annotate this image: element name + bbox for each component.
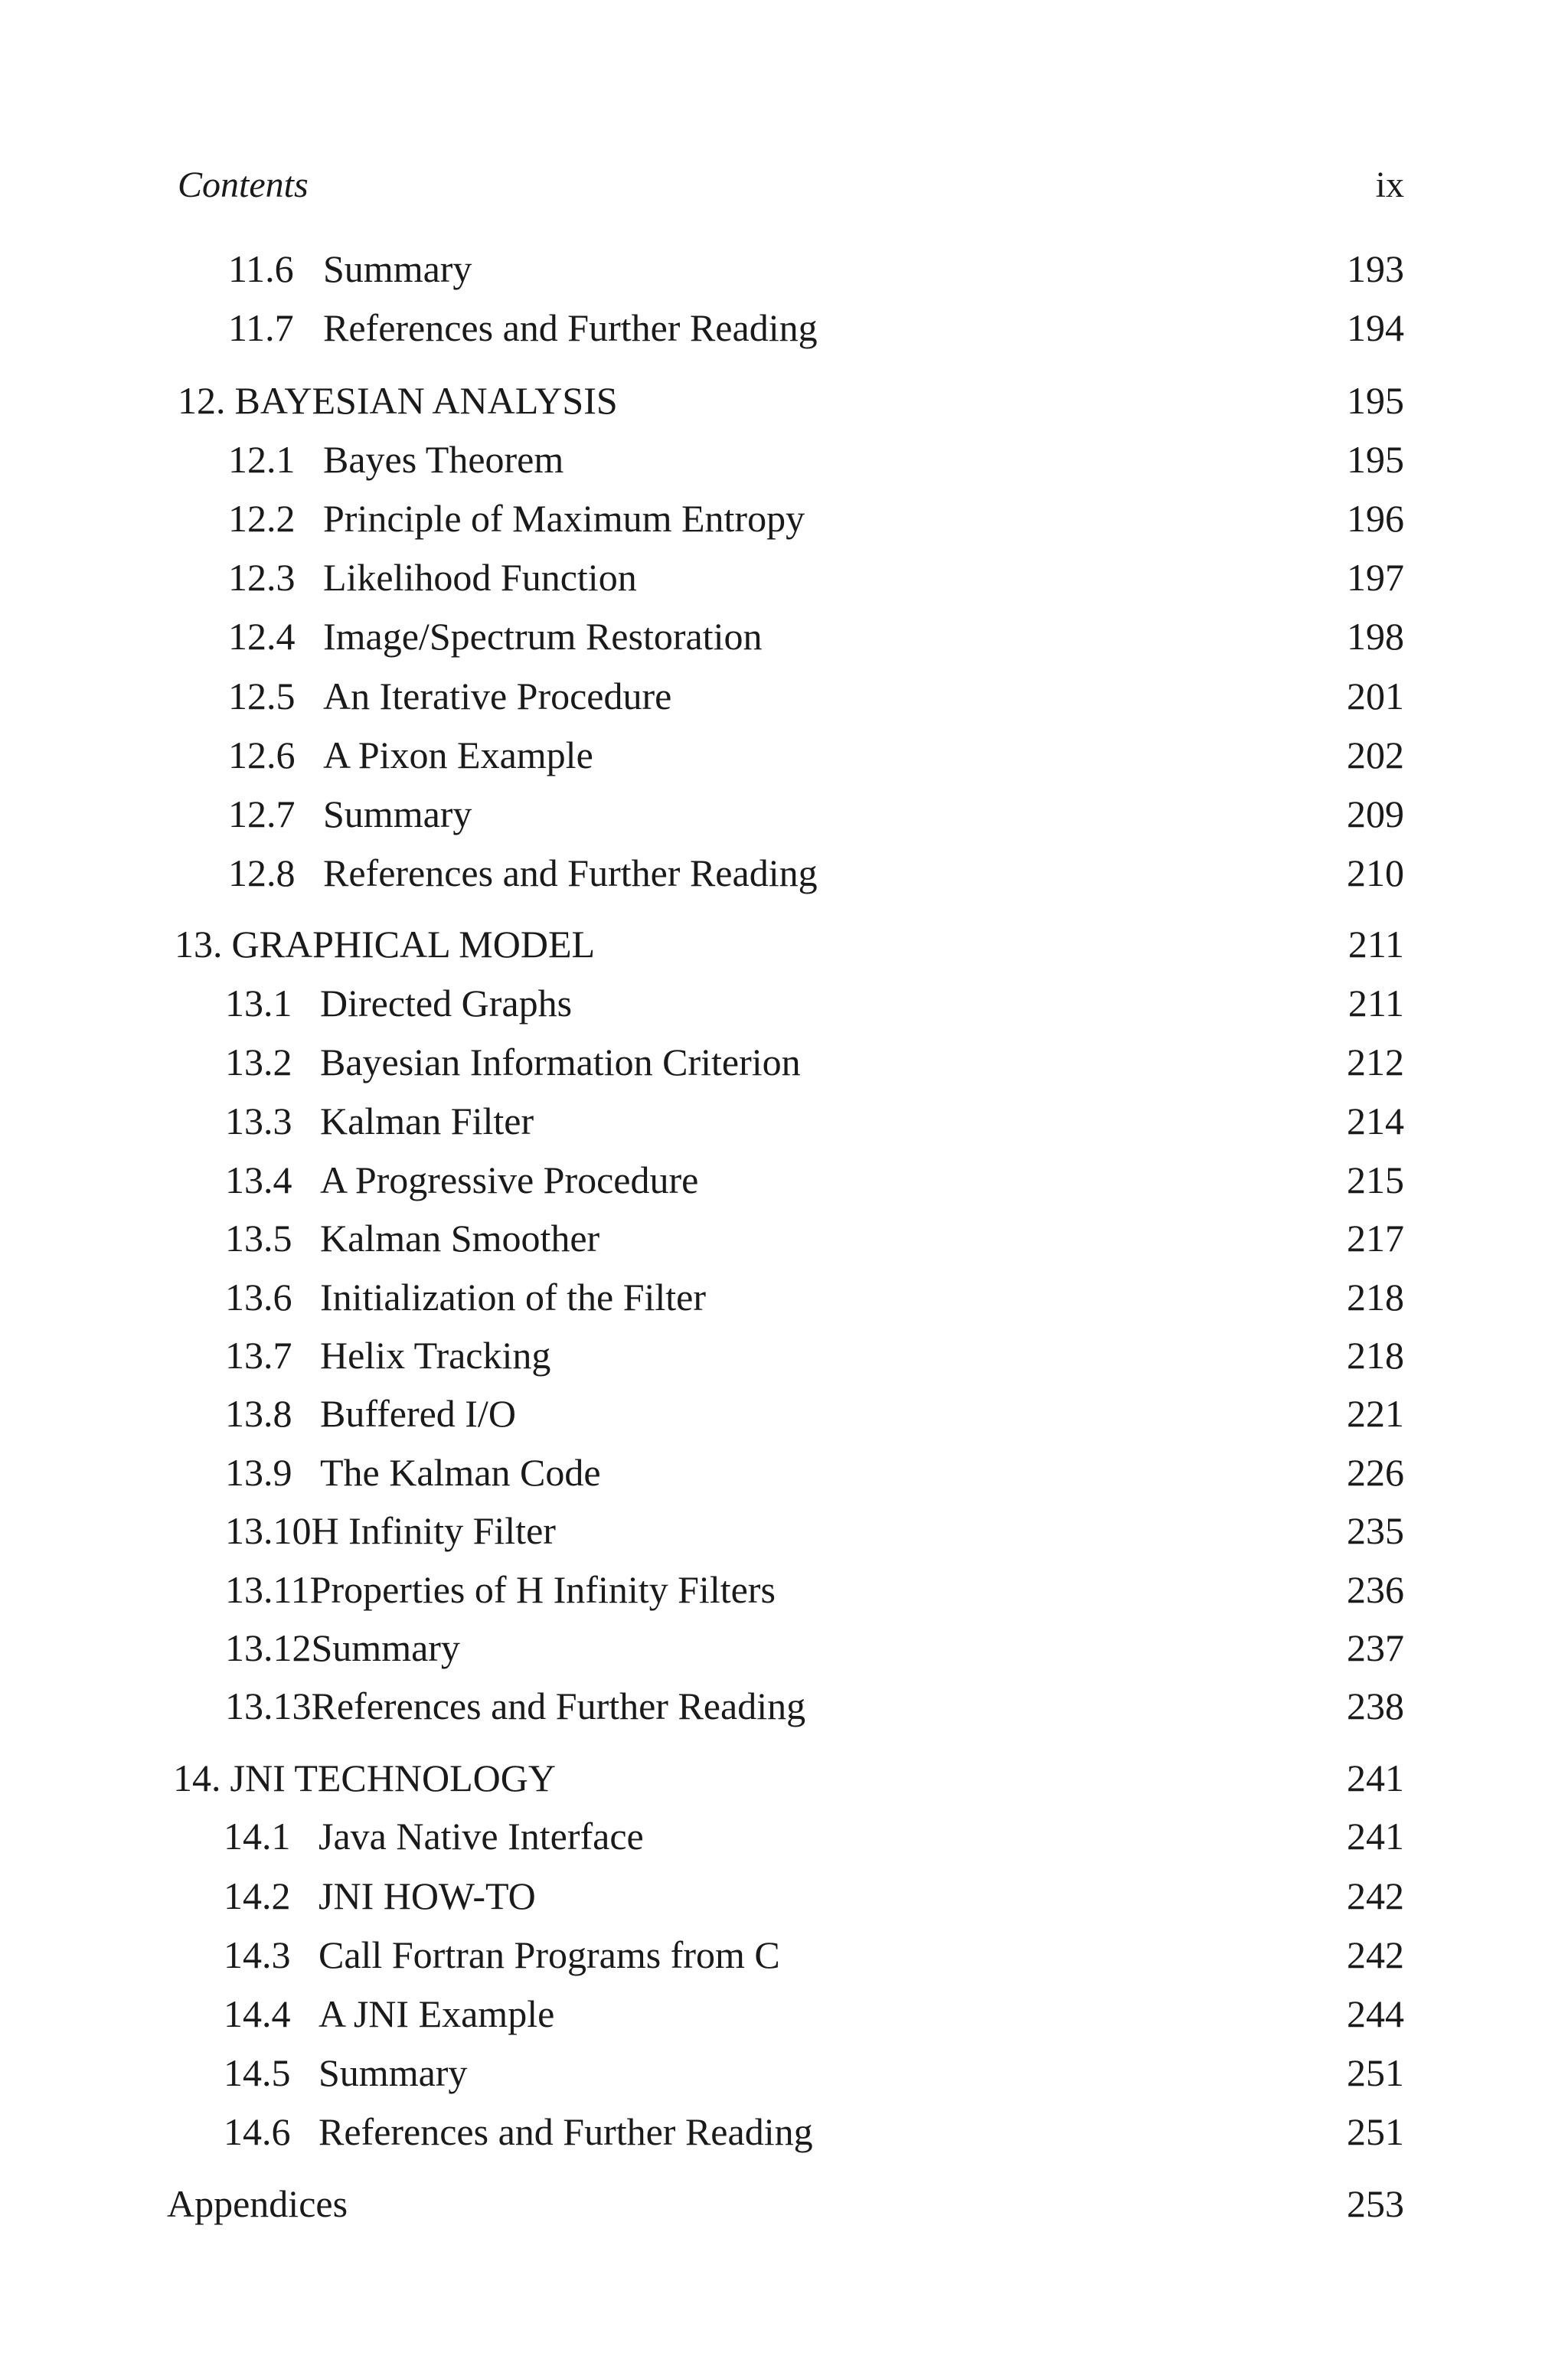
toc-entry-title: Directed Graphs xyxy=(320,982,573,1024)
toc-section-entry xyxy=(228,730,1404,780)
toc-entry-title: BAYESIAN ANALYSIS xyxy=(234,379,618,422)
toc-entry-title: GRAPHICAL MODEL xyxy=(231,923,596,966)
toc-entry-title: A JNI Example xyxy=(318,1992,555,2035)
toc-entry-page: 196 xyxy=(1347,497,1404,540)
toc-entry-number: 12.1 xyxy=(228,438,296,481)
toc-section-entry xyxy=(225,978,1404,1028)
toc-entry-page: 221 xyxy=(1347,1392,1404,1435)
toc-entry-title: References and Further Reading xyxy=(323,851,818,894)
toc-entry-page: 201 xyxy=(1347,675,1404,717)
toc-section-entry xyxy=(228,552,1404,603)
toc-section-entry xyxy=(225,1272,1404,1322)
toc-entry-page: 195 xyxy=(1347,379,1404,422)
toc-entry-title: JNI HOW-TO xyxy=(318,1874,536,1917)
toc-entry-page: 194 xyxy=(1347,306,1404,349)
toc-section-entry xyxy=(228,302,1404,353)
toc-entry-page: 202 xyxy=(1347,734,1404,776)
toc-entry-title: Java Native Interface xyxy=(318,1815,644,1858)
toc-entry-title: References and Further Reading xyxy=(323,306,818,349)
toc-entry-number: 13.5 xyxy=(225,1217,292,1260)
toc-entry-number: 13.10 xyxy=(225,1509,312,1552)
toc-entry-number: 14.6 xyxy=(224,2110,291,2153)
toc-entry-number: 13.3 xyxy=(225,1100,292,1142)
toc-entry-number: 14.5 xyxy=(224,2051,291,2094)
toc-entry-title: Initialization of the Filter xyxy=(320,1276,707,1319)
toc-section-entry xyxy=(225,1681,1404,1731)
toc-section-entry xyxy=(228,848,1404,898)
toc-entry-page: 241 xyxy=(1347,1815,1404,1858)
toc-entry-number: 12.2 xyxy=(228,497,296,540)
toc-entry-title: Call Fortran Programs from C xyxy=(318,1933,780,1976)
toc-entry-number: 13.8 xyxy=(225,1392,292,1435)
running-title: Contents xyxy=(178,165,309,205)
toc-entry-page: 237 xyxy=(1347,1626,1404,1669)
toc-section-entry xyxy=(224,1930,1404,1980)
toc-entry-title: Image/Spectrum Restoration xyxy=(323,615,763,658)
toc-entry-number: 14.3 xyxy=(224,1933,291,1976)
toc-entry-page: 217 xyxy=(1347,1217,1404,1260)
toc-section-entry xyxy=(225,1505,1404,1556)
toc-entry-number: 14. xyxy=(173,1756,221,1799)
toc-entry-page: 218 xyxy=(1347,1334,1404,1377)
toc-section-entry xyxy=(224,1811,1404,1861)
toc-entry-page: 251 xyxy=(1347,2110,1404,2153)
toc-section-entry xyxy=(224,2047,1404,2098)
toc-entry-page: 197 xyxy=(1347,556,1404,599)
toc-entry-page: 253 xyxy=(1347,2182,1404,2225)
toc-entry-page: 242 xyxy=(1347,1874,1404,1917)
toc-entry-page: 214 xyxy=(1347,1100,1404,1142)
toc-appendix-entry xyxy=(167,2178,1404,2229)
toc-entry-page: 198 xyxy=(1347,615,1404,658)
toc-section-entry xyxy=(225,1564,1404,1615)
toc-entry-number: 13.2 xyxy=(225,1041,292,1083)
toc-section-entry xyxy=(225,1330,1404,1381)
toc-entry-number: 12.4 xyxy=(228,615,296,658)
toc-entry-number: 13.12 xyxy=(225,1626,312,1669)
toc-section-entry xyxy=(225,1096,1404,1146)
toc-entry-number: 13.6 xyxy=(225,1276,292,1319)
toc-entry-title: JNI TECHNOLOGY xyxy=(230,1756,556,1799)
toc-entry-number: 13.13 xyxy=(225,1685,312,1727)
toc-entry-title: Likelihood Function xyxy=(323,556,637,599)
toc-entry-title: A Pixon Example xyxy=(323,734,593,776)
toc-entry-number: 13.9 xyxy=(225,1451,292,1494)
toc-entry-page: 238 xyxy=(1347,1685,1404,1727)
toc-entry-page: 215 xyxy=(1347,1158,1404,1201)
toc-entry-number: 13.11 xyxy=(225,1568,310,1611)
toc-entry-title: Properties of H Infinity Filters xyxy=(309,1568,776,1611)
toc-section-entry xyxy=(228,493,1404,544)
toc-section-entry xyxy=(225,1447,1404,1498)
toc-entry-title: Kalman Smoother xyxy=(320,1217,600,1260)
toc-entry-title: Summary xyxy=(323,247,472,290)
toc-entry-page: 241 xyxy=(1347,1756,1404,1799)
toc-section-entry xyxy=(228,243,1404,294)
toc-entry-number: 13.1 xyxy=(225,982,292,1024)
toc-entry-title: Kalman Filter xyxy=(320,1100,534,1142)
toc-entry-page: 212 xyxy=(1347,1041,1404,1083)
toc-entry-title: References and Further Reading xyxy=(318,2110,813,2153)
toc-section-entry xyxy=(225,1622,1404,1673)
toc-entry-number: 14.4 xyxy=(224,1992,291,2035)
toc-entry-page: 195 xyxy=(1347,438,1404,481)
toc-entry-number: 12.6 xyxy=(228,734,296,776)
toc-section-entry xyxy=(225,1213,1404,1263)
toc-entry-number: 13. xyxy=(175,923,223,966)
toc-entry-title: Summary xyxy=(311,1626,460,1669)
toc-entry-page: 211 xyxy=(1348,982,1404,1024)
toc-entry-title: Appendices xyxy=(167,2182,348,2225)
toc-entry-page: 235 xyxy=(1347,1509,1404,1552)
toc-entry-title: The Kalman Code xyxy=(320,1451,601,1494)
toc-section-entry xyxy=(225,1037,1404,1087)
toc-entry-title: Summary xyxy=(323,792,472,835)
toc-entry-page: 236 xyxy=(1347,1568,1404,1611)
toc-section-entry xyxy=(228,789,1404,839)
toc-entry-number: 14.1 xyxy=(224,1815,291,1858)
toc-section-entry xyxy=(225,1388,1404,1439)
toc-section-entry xyxy=(224,1988,1404,2039)
toc-entry-number: 13.7 xyxy=(225,1334,292,1377)
toc-chapter-entry xyxy=(178,375,1404,426)
toc-entry-title: A Progressive Procedure xyxy=(320,1158,699,1201)
toc-entry-page: 211 xyxy=(1348,923,1404,966)
toc-entry-title: References and Further Reading xyxy=(311,1685,806,1727)
toc-section-entry xyxy=(228,434,1404,485)
toc-entry-title: An Iterative Procedure xyxy=(323,675,672,717)
toc-entry-title: Summary xyxy=(318,2051,468,2094)
toc-entry-title: H Infinity Filter xyxy=(311,1509,556,1552)
toc-entry-page: 242 xyxy=(1347,1933,1404,1976)
toc-entry-title: Helix Tracking xyxy=(320,1334,551,1377)
toc-entry-number: 12.7 xyxy=(228,792,296,835)
toc-entry-page: 218 xyxy=(1347,1276,1404,1319)
toc-entry-number: 11.7 xyxy=(228,306,294,349)
toc-chapter-entry xyxy=(175,919,1404,969)
toc-entry-title: Buffered I/O xyxy=(320,1392,516,1435)
toc-entry-number: 12.5 xyxy=(228,675,296,717)
toc-section-entry xyxy=(224,2106,1404,2157)
toc-entry-page: 244 xyxy=(1347,1992,1404,2035)
toc-entry-number: 12. xyxy=(178,379,226,422)
toc-entry-number: 12.8 xyxy=(228,851,296,894)
toc-section-entry xyxy=(228,611,1404,662)
toc-section-entry xyxy=(228,671,1404,721)
toc-entry-page: 210 xyxy=(1347,851,1404,894)
toc-section-entry xyxy=(225,1155,1404,1205)
toc-entry-page: 193 xyxy=(1347,247,1404,290)
toc-entry-page: 209 xyxy=(1347,792,1404,835)
toc-entry-number: 14.2 xyxy=(224,1874,291,1917)
toc-entry-page: 226 xyxy=(1347,1451,1404,1494)
toc-entry-title: Bayes Theorem xyxy=(323,438,564,481)
running-head xyxy=(178,162,1404,208)
toc-entry-number: 13.4 xyxy=(225,1158,292,1201)
toc-entry-title: Principle of Maximum Entropy xyxy=(323,497,805,540)
page-number: ix xyxy=(1375,165,1404,205)
toc-section-entry xyxy=(224,1871,1404,1921)
toc-entry-number: 12.3 xyxy=(228,556,296,599)
toc-chapter-entry xyxy=(173,1753,1404,1803)
toc-entry-title: Bayesian Information Criterion xyxy=(320,1041,801,1083)
toc-entry-number: 11.6 xyxy=(228,247,294,290)
toc-entry-page: 251 xyxy=(1347,2051,1404,2094)
